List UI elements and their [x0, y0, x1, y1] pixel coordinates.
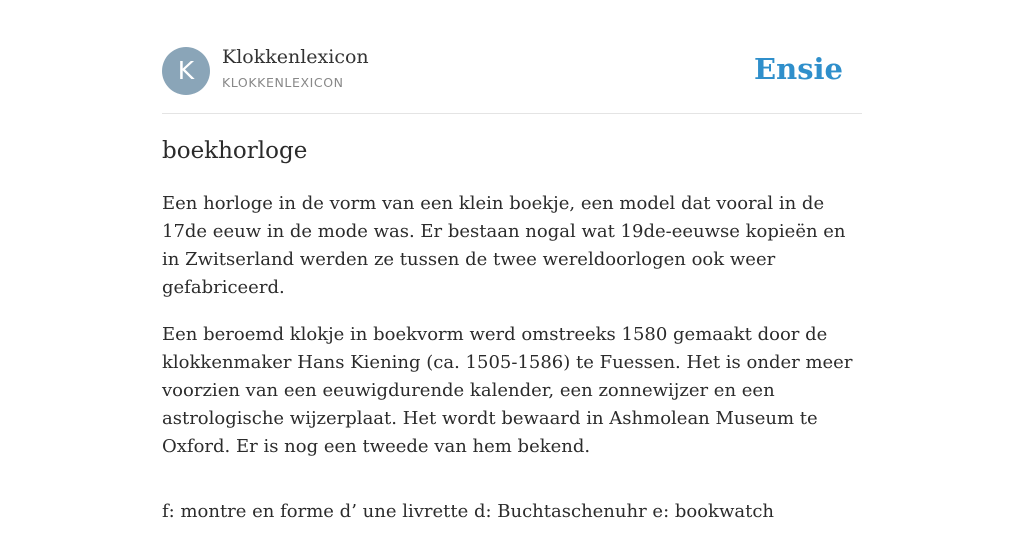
source-subtitle: KLOKKENLEXICON — [222, 75, 344, 90]
entry-paragraph-2: Een beroemd klokje in boekvorm werd omstreeks 1580 gemaakt door de klokkenmaker Hans Kiening (ca. 1505-1586) te Fuessen. Het is onder meer voorzien van een eeuwigdurende kalender, een zonnewijzer en een astrologische wijzerplaat. Het wordt bewaard in Ashmolean Museum te Oxford. Er is nog een tweede van hem bekend. — [162, 324, 853, 457]
entry-term: boekhorloge — [162, 138, 308, 164]
brand-logo[interactable]: Ensie — [754, 52, 843, 86]
source-name-link[interactable]: Klokkenlexicon — [222, 46, 369, 68]
entry-translations: f: montre en forme d’ une livrette d: Buchtaschenuhr e: bookwatch — [162, 501, 774, 522]
entry-body — [162, 190, 862, 545]
avatar[interactable]: K — [162, 47, 210, 95]
entry-card — [162, 0, 862, 522]
entry-paragraph-1: Een horloge in de vorm van een klein boekje, een model dat vooral in de 17de eeuw in de mode was. Er bestaan nogal wat 19de-eeuwse kopieën en in Zwitserland werden ze tussen de twee wereldoorlogen ook weer gefabriceerd. — [162, 193, 846, 298]
header — [162, 0, 862, 114]
